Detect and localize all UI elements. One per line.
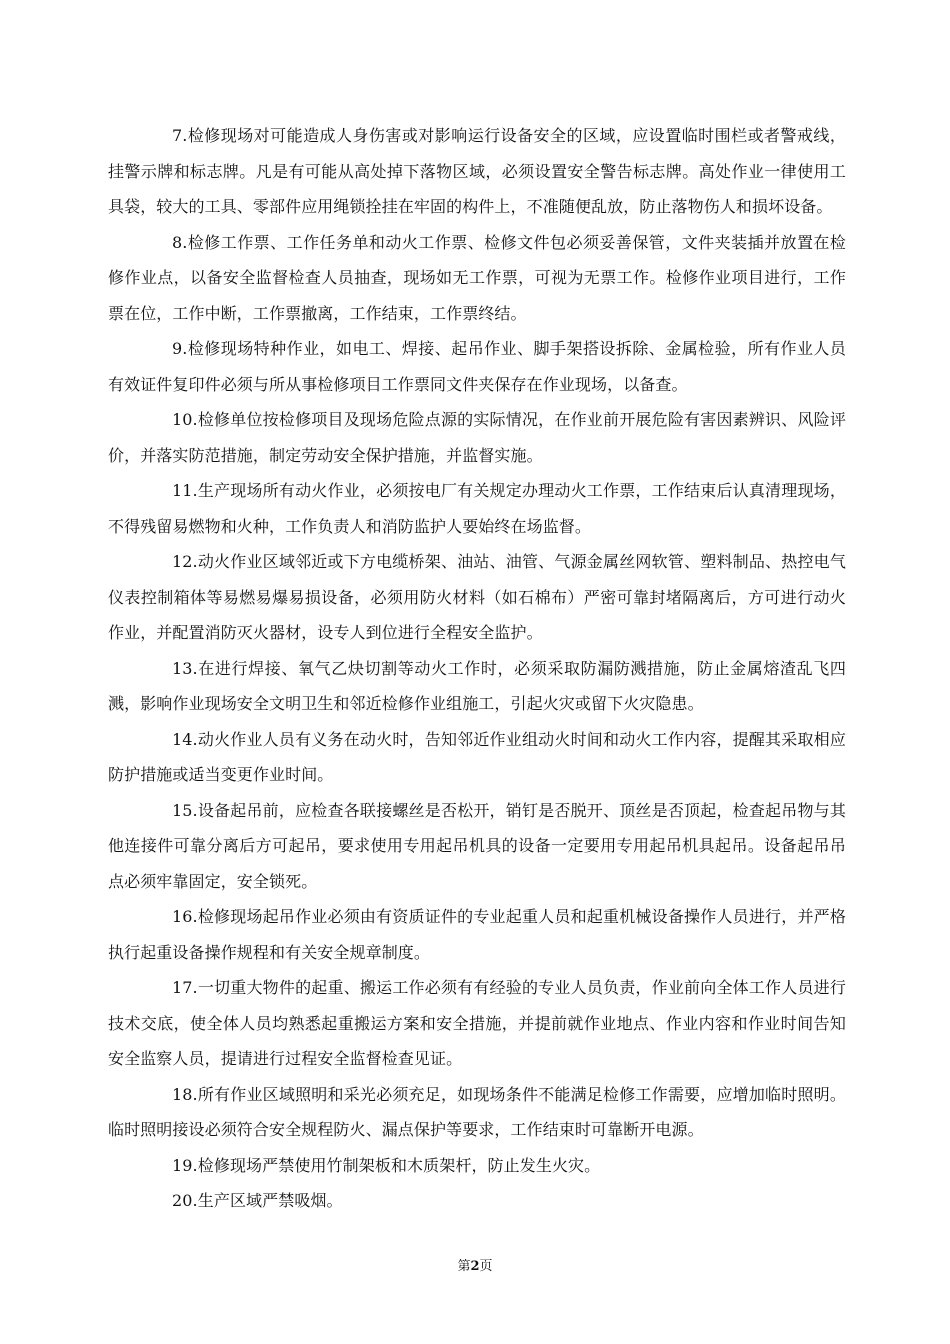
paragraph-number: 18. xyxy=(172,1084,198,1104)
paragraph-number: 15. xyxy=(172,800,198,820)
paragraph-number: 10. xyxy=(172,410,198,429)
paragraph-text: 检修单位按检修项目及现场危险点源的实际情况，在作业前开展危险有害因素辨识、风险评价，并落实防范措施，制定劳动安全保护措施，并监督实施。 xyxy=(108,410,846,465)
paragraph-12 xyxy=(108,544,846,651)
paragraph-text: 检修现场起吊作业必须由有资质证件的专业起重人员和起重机械设备操作人员进行，并严格执行起重设备操作规程和有关安全规章制度。 xyxy=(108,907,846,962)
paragraph-10 xyxy=(108,402,846,473)
paragraph-text: 检修现场严禁使用竹制架板和木质架杆，防止发生火灾。 xyxy=(197,1155,601,1175)
paragraph-17 xyxy=(108,970,846,1077)
paragraph-11 xyxy=(108,473,846,544)
paragraph-15 xyxy=(108,793,846,900)
paragraph-8 xyxy=(108,225,846,332)
paragraph-number: 8. xyxy=(172,232,188,252)
footer-prefix: 第 xyxy=(457,1259,471,1274)
paragraph-text: 动火作业人员有义务在动火时，告知邻近作业组动火时间和动火工作内容，提醒其采取相应防护措施或适当变更作业时间。 xyxy=(108,729,846,784)
footer-suffix: 页 xyxy=(479,1259,493,1274)
page-number: 2 xyxy=(470,1259,480,1274)
paragraph-number: 12. xyxy=(172,552,198,571)
paragraph-number: 13. xyxy=(172,658,198,678)
paragraph-19 xyxy=(108,1148,846,1184)
paragraph-16 xyxy=(108,899,846,970)
paragraph-13 xyxy=(108,651,846,722)
paragraph-number: 7. xyxy=(172,126,188,145)
paragraph-20 xyxy=(108,1183,846,1219)
paragraph-text: 设备起吊前，应检查各联接螺丝是否松开，销钉是否脱开、顶丝是否顶起，检查起吊物与其他连接件可靠分离后方可起吊，要求使用专用起吊机具的设备一定要用专用起吊机具起吊。设备起吊吊点必须牢靠固定，安全锁死。 xyxy=(108,800,846,891)
paragraph-9 xyxy=(108,331,846,402)
paragraph-number: 19. xyxy=(172,1155,198,1175)
paragraph-text: 动火作业区域邻近或下方电缆桥架、油站、油管、气源金属丝网软管、塑料制品、热控电气仪表控制箱体等易燃易爆易损设备，必须用防火材料（如石棉布）严密可靠封堵隔离后，方可进行动火作业，并配置消防灭火器材，设专人到位进行全程安全监护。 xyxy=(108,552,846,642)
page-footer xyxy=(0,1257,950,1277)
paragraph-number: 16. xyxy=(172,907,198,926)
paragraph-7 xyxy=(108,118,846,225)
paragraph-text: 所有作业区域照明和采光必须充足，如现场条件不能满足检修工作需要，应增加临时照明。临时照明接设必须符合安全规程防火、漏点保护等要求，工作结束时可靠断开电源。 xyxy=(108,1084,846,1139)
paragraph-number: 11. xyxy=(172,481,198,500)
paragraph-18 xyxy=(108,1077,846,1148)
paragraph-number: 17. xyxy=(172,978,198,997)
paragraph-number: 20. xyxy=(172,1191,198,1210)
paragraph-text: 检修现场对可能造成人身伤害或对影响运行设备安全的区域，应设置临时围栏或者警戒线，挂警示牌和标志牌。凡是有可能从高处掉下落物区域，必须设置安全警告标志牌。高处作业一律使用工具袋，较大的工具、零部件应用绳锁拴挂在牢固的构件上，不准随便乱放，防止落物伤人和损坏设备。 xyxy=(108,126,846,216)
paragraph-text: 生产现场所有动火作业，必须按电厂有关规定办理动火工作票，工作结束后认真清理现场，不得残留易燃物和火种，工作负责人和消防监护人要始终在场监督。 xyxy=(108,481,846,536)
paragraph-text: 检修工作票、工作任务单和动火工作票、检修文件包必须妥善保管，文件夹装插并放置在检修作业点，以备安全监督检查人员抽查，现场如无工作票，可视为无票工作。检修作业项目进行，工作票在位，工作中断，工作票撤离，工作结束，工作票终结。 xyxy=(108,232,846,323)
paragraph-14 xyxy=(108,722,846,793)
paragraph-text: 生产区域严禁吸烟。 xyxy=(197,1191,343,1210)
document-body xyxy=(108,118,846,1219)
paragraph-text: 检修现场特种作业，如电工、焊接、起吊作业、脚手架搭设拆除、金属检验，所有作业人员有效证件复印件必须与所从事检修项目工作票同文件夹保存在作业现场，以备查。 xyxy=(108,339,846,394)
paragraph-number: 9. xyxy=(172,339,188,358)
paragraph-number: 14. xyxy=(172,729,198,749)
paragraph-text: 在进行焊接、氧气乙炔切割等动火工作时，必须采取防漏防溅措施，防止金属熔渣乱飞四溅，影响作业现场安全文明卫生和邻近检修作业组施工，引起火灾或留下火灾隐患。 xyxy=(108,658,846,713)
paragraph-text: 一切重大物件的起重、搬运工作必须有有经验的专业人员负责，作业前向全体工作人员进行技术交底，使全体人员均熟悉起重搬运方案和安全措施，并提前就作业地点、作业内容和作业时间告知安全监察人员，提请进行过程安全监督检查见证。 xyxy=(108,978,846,1068)
